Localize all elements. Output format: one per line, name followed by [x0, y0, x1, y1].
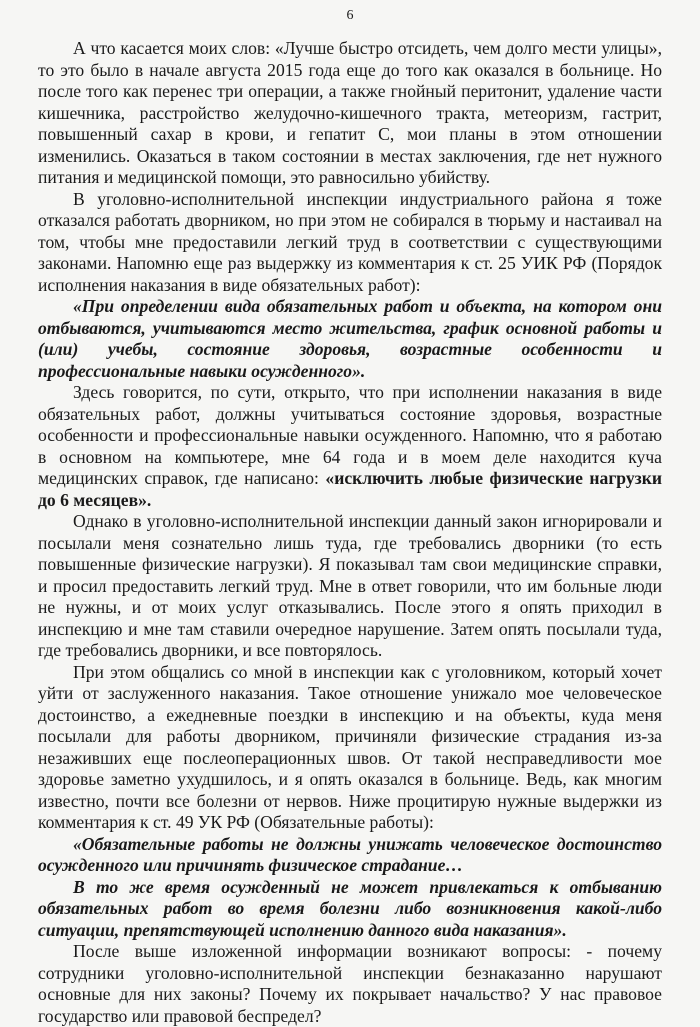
page-number: 6: [346, 8, 354, 23]
medical-restriction-quote: «исключить любые физические нагрузки до 6 месяцев».: [38, 468, 663, 510]
quote-article-49-uk-part1: «Обязательные работы не должны унижать человеческое достоинство осужденного или причинять физическое страдание…: [38, 833, 662, 875]
document-body: [38, 38, 662, 1027]
paragraph-health-consideration: [38, 382, 662, 511]
paragraph-closing-questions: После выше изложенной информации возникают вопросы: - почему сотрудники уголовно-исполнительной инспекции безнаказанно нарушают основные для них законы? Почему их покрывает начальство? У нас правовое государство или правовой беспредел?: [38, 941, 662, 1026]
quote-article-25-uik: «При определении вида обязательных работ и объекта, на котором они отбываются, учитываются место жительства, график основной работы и (или) учебы, состояние здоровья, возрастные особенности и профессиональные навыки осужденного».: [38, 296, 662, 381]
paragraph-inspection-refusal: В уголовно-исполнительной инспекции индустриального района я тоже отказался работать дворником, но при этом не собирался в тюрьму и настаивал на том, чтобы мне предоставили легкий труд в соответствии с существующими законами. Напомню еще раз выдержку из комментария к ст. 25 УИК РФ (Порядок исполнения наказания в виде обязательных работ):: [38, 188, 662, 295]
paragraph-treatment-as-criminal: При этом общались со мной в инспекции как с уголовником, который хочет уйти от заслуженного наказания. Такое отношение унижало мое человеческое достоинство, а ежедневные поездки в инспекцию и на объекты, куда меня посылали для работы дворником, причиняли физические страдания из-за незаживших еще послеоперационных швов. От такой несправедливости мое здоровье заметно ухудшилось, и я опять оказался в больнице. Ведь, как многим известно, почти все болезни от нервов. Ниже процитирую нужные выдержки из комментария к ст. 49 УК РФ (Обязательные работы):: [38, 661, 662, 832]
paragraph-law-ignored: Однако в уголовно-исполнительной инспекции данный закон игнорировали и посылали меня сознательно лишь туда, где требовались дворники (то есть повышенные физические нагрузки). Я показывал там свои медицинские справки, и просил предоставить легкий труд. Мне в ответ говорили, что им больные люди не нужны, и от моих услуг отказывались. После этого я опять приходил в инспекцию и мне там ставили очередное нарушение. Затем опять посылали туда, где требовались дворники, и все повторялось.: [38, 511, 662, 660]
quote-article-49-uk-part2: В то же время осужденный не может привлекаться к отбыванию обязательных работ во время болезни либо возникновения какой-либо ситуации, препятствующей исполнению данного вида наказания».: [38, 876, 662, 940]
paragraph-health-text: Здесь говорится, по сути, открыто, что при исполнении наказания в виде обязательных работ, должны учитываться состояние здоровья, возрастные особенности и профессиональные навыки осужденного. Напомню, что я работаю в основном на компьютере, мне 64 года и в моем деле находится куча медицинских справок, где написано:: [38, 382, 662, 488]
paragraph-opening-quote-context: А что касается моих слов: «Лучше быстро отсидеть, чем долго мести улицы», то это было в начале августа 2015 года еще до того как оказался в больнице. Но после того как перенес три операции, а также гнойный перитонит, удаление части кишечника, расстройство желудочно-кишечного тракта, метеоризм, гастрит, повышенный сахар в крови, и гепатит С, мои планы в этом отношении изменились. Оказаться в таком состоянии в местах заключения, где нет нужного питания и медицинской помощи, это равносильно убийству.: [38, 38, 662, 187]
